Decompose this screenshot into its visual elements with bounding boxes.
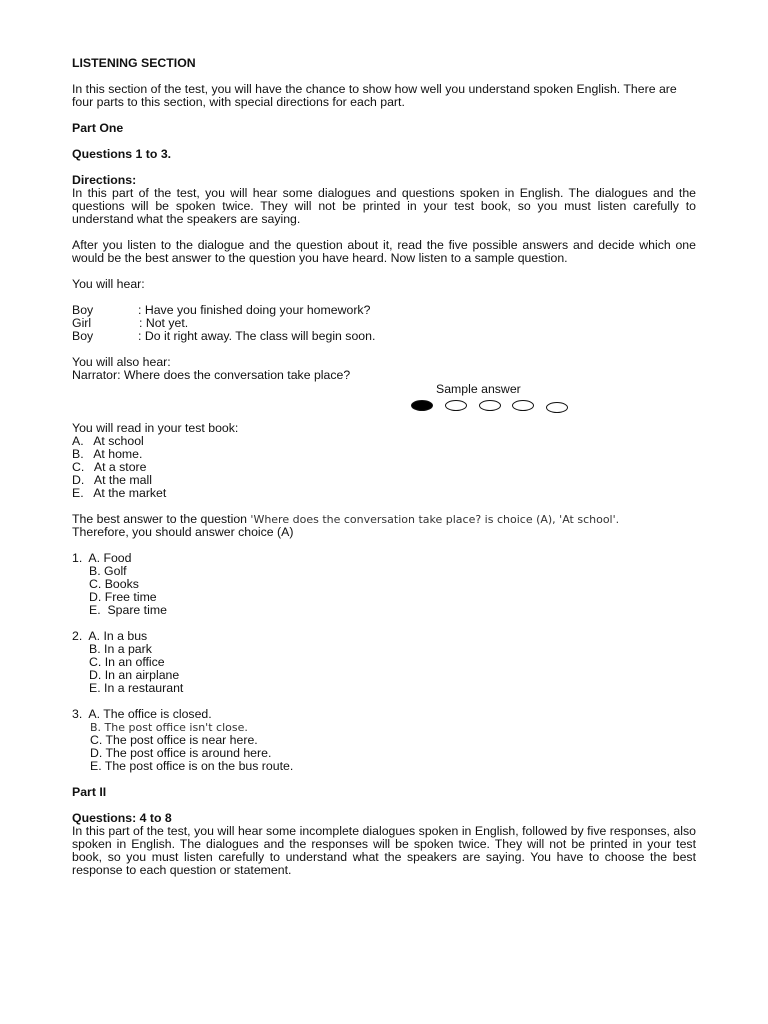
option-item: D. At the mall (72, 473, 152, 487)
best-answer-text: The best answer to the question (72, 512, 251, 526)
option-item: B. Golf (89, 564, 127, 578)
answer-bubble-e (546, 402, 568, 413)
speaker: Girl (72, 316, 92, 330)
answer-bubble-d (512, 400, 534, 411)
line: : Not yet. (139, 316, 189, 330)
option-item: E. At the market (72, 486, 167, 500)
directions-label: Directions: (72, 173, 137, 187)
line: : Do it right away. The class will begin soon. (138, 329, 376, 343)
section-title: LISTENING SECTION (72, 56, 196, 70)
dialogue (72, 304, 696, 343)
part-two-title: Part II (72, 785, 107, 799)
directions-text: In this part of the test, you will hear some dialogues and questions spoken in English. The dialogues and the questions will be spoken twice. They will not be printed in your test book, so you must listen carefully to understand what the speakers are saying. (72, 186, 696, 226)
option-item: E. The post office is on the bus route. (90, 759, 294, 773)
option-item: B. At home. (72, 447, 143, 461)
question-first-line: 1. A. Food (72, 551, 132, 565)
sample-answer (72, 382, 696, 422)
after-listen-text: After you listen to the dialogue and the question about it, read the five possible answers and decide which one would be the best answer to the question you have heard. Now listen to a sample question. (72, 238, 696, 265)
option-item: B. In a park (89, 642, 152, 656)
option-item: C. The post office is near here. (90, 733, 258, 747)
answer-bubble-c (479, 400, 501, 411)
best-answer-quote: 'Where does the conversation take place? is choice (A), 'At school'. (250, 513, 620, 526)
document-page (72, 57, 696, 877)
option-item: E. In a restaurant (89, 681, 184, 695)
option-item: D. The post office is around here. (90, 746, 272, 760)
also-hear: You will also hear: (72, 355, 171, 369)
question-first-line: 3. A. The office is closed. (72, 707, 212, 721)
option-item: D. In an airplane (89, 668, 180, 682)
question-3 (72, 708, 696, 773)
narrator-line: Narrator: Where does the conversation take place? (72, 368, 351, 382)
option-item: E. Spare time (89, 603, 167, 617)
option-item: D. Free time (89, 590, 157, 604)
option-item: C. In an office (89, 655, 165, 669)
intro-paragraph: In this section of the test, you will have the chance to show how well you understand spoken English. There are four parts to this section, with special directions for each part. (72, 82, 677, 109)
sample-options (72, 435, 696, 500)
question-2 (72, 630, 696, 695)
part-one-questions-heading: Questions 1 to 3. (72, 147, 172, 161)
answer-bubbles (411, 400, 571, 414)
option-item: B. The post office isn't close. (90, 721, 248, 734)
read-in-book: You will read in your test book: (72, 421, 239, 435)
line: : Have you finished doing your homework? (138, 303, 371, 317)
option-item: A. At school (72, 434, 144, 448)
part-one-title: Part One (72, 121, 124, 135)
option-item: C. Books (89, 577, 139, 591)
best-answer-conclusion: Therefore, you should answer choice (A) (72, 525, 294, 539)
question-first-line: 2. A. In a bus (72, 629, 148, 643)
speaker: Boy (72, 303, 94, 317)
question-1 (72, 552, 696, 617)
answer-bubble-a-filled (411, 400, 433, 411)
option-item: C. At a store (72, 460, 147, 474)
dialogue-line (72, 330, 696, 343)
you-will-hear: You will hear: (72, 277, 145, 291)
answer-bubble-b (445, 400, 467, 411)
sample-answer-label: Sample answer (436, 382, 521, 396)
part-two-text: In this part of the test, you will hear some incomplete dialogues spoken in English, followed by five responses, also spoken in English. The dialogues and the responses will be spoken twice. They will not be printed in your test book, so you must listen carefully to understand what the speakers are saying. You have to choose the best response to each question or statement. (72, 824, 696, 877)
part-two-questions-heading: Questions: 4 to 8 (72, 811, 172, 825)
speaker: Boy (72, 329, 94, 343)
